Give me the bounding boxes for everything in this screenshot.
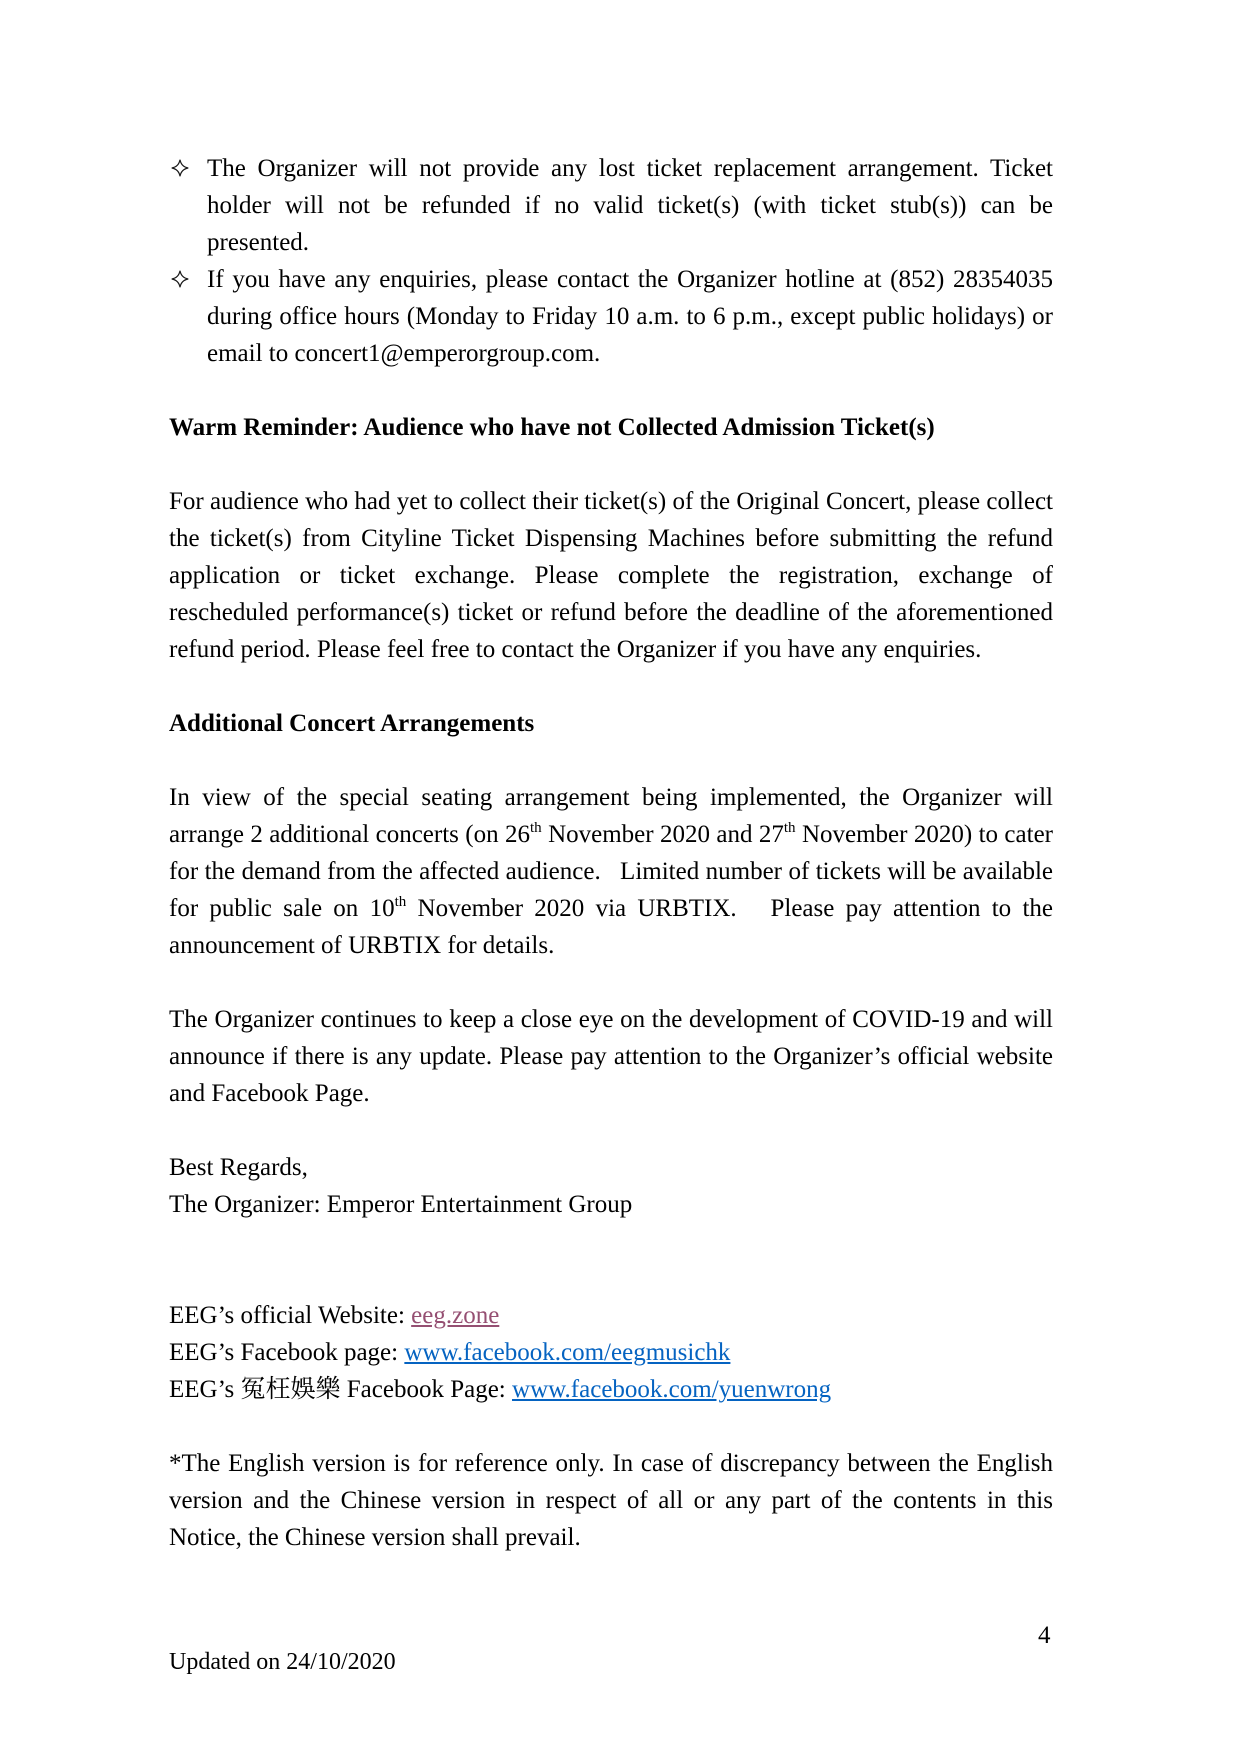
eeg-website-link[interactable]: eeg.zone [411,1302,500,1329]
link-label: EEG’s official Website: [169,1302,412,1329]
page-number: 4 [1038,1622,1051,1649]
updated-date: Updated on 24/10/2020 [169,1649,396,1675]
closing-regards: Best Regards, [169,1154,308,1181]
link-label: EEG’s 冤枉娛樂 Facebook Page: [169,1376,513,1403]
website-link-line [169,1297,1053,1334]
link-label: EEG’s Facebook page: [169,1339,405,1366]
paragraph-text: November 2020 and 27 [541,821,784,848]
paragraph-text: November 2020 via URBTIX. Please pay attention to the announcement of URBTIX for details. [169,895,1053,959]
paragraph-text: In view of the special seating arrangement being implemented, the Organizer will arrange 2 additional concerts (on 26 [169,784,1053,848]
four-pointed-star-icon [169,150,207,261]
additional-concerts-paragraph [169,779,1053,964]
bullet-item [169,150,1053,261]
covid-update-paragraph: The Organizer continues to keep a close eye on the development of COVID-19 and will announce if there is any update. Please pay attention to the Organizer’s official website and Facebook Page. [169,1006,1053,1107]
facebook-eegmusichk-link[interactable]: www.facebook.com/eegmusichk [404,1339,731,1366]
ordinal-superscript: th [783,820,796,836]
facebook-link-line [169,1334,1053,1371]
four-pointed-star-icon [169,261,207,372]
yuenwrong-link-line [169,1371,1053,1408]
warm-reminder-paragraph: For audience who had yet to collect their ticket(s) of the Original Concert, please collect the ticket(s) from Cityline Ticket Dispensing Machines before submitting the refund application or ticket exchange. Please complete the registration, exchange of rescheduled performance(s) ticket or refund before the deadline of the aforementioned refund period. Please feel free to contact the Organizer if you have any enquiries. [169,488,1053,663]
page-content [169,150,1053,1556]
closing-block [169,1149,1053,1223]
links-block [169,1297,1053,1408]
bullet-text: The Organizer will not provide any lost ticket replacement arrangement. Ticket holder will not be refunded if no valid ticket(s) (with ticket stub(s)) can be presented. [207,155,1053,256]
additional-concerts-heading: Additional Concert Arrangements [169,710,535,737]
notice-bullet-list [169,150,1053,372]
language-disclaimer: *The English version is for reference only. In case of discrepancy between the English version and the Chinese version in respect of all or any part of the contents in this Notice, the Chinese version shall prevail. [169,1450,1053,1551]
paragraph-text: November 2020) to cater for the demand from the affected audience. Limited number of tickets will be available for public sale on 10 [169,821,1053,922]
facebook-yuenwrong-link[interactable]: www.facebook.com/yuenwrong [512,1376,832,1403]
ordinal-superscript: th [530,820,542,836]
closing-organizer: The Organizer: Emperor Entertainment Group [169,1191,633,1218]
bullet-text: If you have any enquiries, please contact the Organizer hotline at (852) 28354035 during office hours (Monday to Friday 10 a.m. to 6 p.m., except public holidays) or email to concert1@emperorgroup.com. [207,266,1053,367]
ordinal-superscript: th [394,894,407,910]
warm-reminder-heading: Warm Reminder: Audience who have not Collected Admission Ticket(s) [169,414,935,441]
bullet-item [169,261,1053,372]
